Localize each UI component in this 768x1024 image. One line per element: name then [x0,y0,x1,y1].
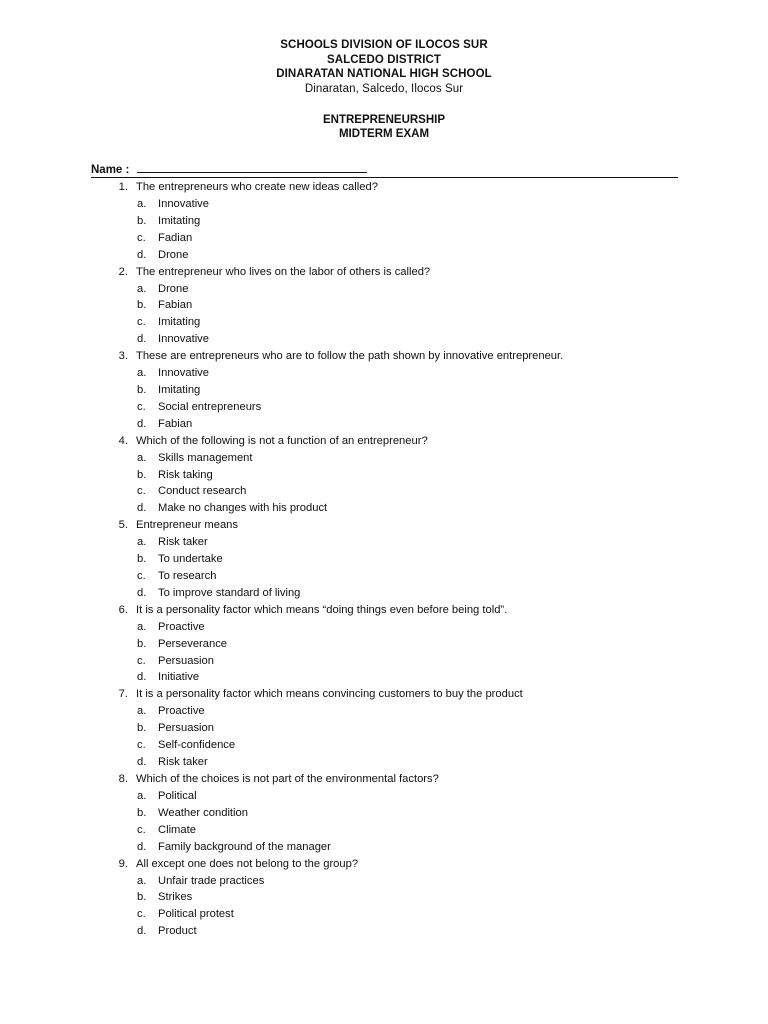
option-text: Perseverance [158,637,228,650]
answer-option[interactable] [0,500,768,517]
question-number: 2. [118,265,128,278]
option-text: Fabian [158,299,193,312]
answer-option[interactable] [0,822,768,839]
question-text: Entrepreneur means [136,519,238,532]
option-letter: a. [137,874,147,887]
question-number: 6. [118,603,128,616]
option-letter: d. [137,925,147,938]
option-letter: c. [137,823,146,836]
question-text: These are entrepreneurs who are to follow the path shown by innovative entrepreneur. [136,350,564,363]
option-text: Risk taking [158,468,213,481]
answer-option[interactable] [0,805,768,822]
question-number: 7. [118,688,128,701]
question-item [0,348,768,365]
option-letter: b. [137,891,147,904]
question-text: Which of the following is not a function of an entrepreneur? [136,434,428,447]
answer-option[interactable] [0,754,768,771]
answer-option[interactable] [0,568,768,585]
option-letter: c. [137,400,146,413]
question-item [0,517,768,534]
answer-option[interactable] [0,314,768,331]
question-number: 8. [118,772,128,785]
exam-title-block [0,114,768,141]
answer-option[interactable] [0,230,768,247]
answer-option[interactable] [0,703,768,720]
option-letter: c. [137,231,146,244]
question-number: 1. [118,181,128,193]
question-item [0,686,768,703]
question-item [0,602,768,619]
answer-option[interactable] [0,636,768,653]
option-letter: d. [137,756,147,769]
option-text: To research [158,570,217,583]
answer-option[interactable] [0,382,768,399]
option-letter: a. [137,367,147,380]
option-text: Family background of the manager [158,840,331,853]
answer-option[interactable] [0,737,768,754]
answer-option[interactable] [0,196,768,213]
option-letter: a. [137,282,147,295]
name-label: Name : [91,164,130,176]
answer-option[interactable] [0,839,768,856]
answer-option[interactable] [0,399,768,416]
option-letter: a. [137,620,147,633]
option-text: Unfair trade practices [158,874,265,887]
question-number: 3. [118,350,128,363]
question-item [0,179,768,196]
district-name: SALCEDO DISTRICT [326,53,442,66]
question-text: It is a personality factor which means convincing customers to buy the product [136,688,523,701]
option-text: Skills management [158,451,253,464]
option-text: Political [158,789,197,802]
question-number: 5. [118,519,128,532]
option-text: Initiative [158,671,200,684]
question-text: The entrepreneur who lives on the labor of others is called? [136,265,431,278]
option-letter: c. [137,316,146,329]
name-blank[interactable] [137,162,367,173]
answer-option[interactable] [0,483,768,500]
question-item [0,771,768,788]
option-text: Fabian [158,417,193,430]
answer-option[interactable] [0,873,768,890]
option-text: Imitating [158,316,201,329]
answer-option[interactable] [0,534,768,551]
option-letter: d. [137,586,147,599]
option-text: Fadian [158,231,193,244]
answer-option[interactable] [0,331,768,348]
option-letter: b. [137,806,147,819]
answer-option[interactable] [0,669,768,686]
option-text: Climate [158,823,196,836]
question-item [0,856,768,873]
name-field-row [91,162,678,178]
answer-option[interactable] [0,788,768,805]
option-letter: d. [137,840,147,853]
answer-option[interactable] [0,416,768,433]
option-letter: c. [137,570,146,583]
division-name: SCHOOLS DIVISION OF ILOCOS SUR [280,39,488,51]
answer-option[interactable] [0,450,768,467]
answer-option[interactable] [0,906,768,923]
option-text: Risk taker [158,536,208,549]
option-letter: b. [137,468,147,481]
option-letter: b. [137,553,147,566]
option-letter: d. [137,333,147,346]
question-number: 4. [118,434,128,447]
option-letter: d. [137,417,147,430]
option-text: Risk taker [158,756,208,769]
option-text: Weather condition [158,806,248,819]
option-text: Make no changes with his product [158,502,328,515]
option-letter: a. [137,198,147,210]
option-letter: c. [137,654,146,667]
answer-option[interactable] [0,551,768,568]
school-address: Dinaratan, Salcedo, Ilocos Sur [304,82,464,95]
exam-subject: ENTREPRENEURSHIP [322,114,446,126]
option-letter: c. [137,485,146,498]
question-item [0,433,768,450]
option-letter: b. [137,214,147,227]
option-text: Proactive [158,705,205,718]
exam-title: MIDTERM EXAM [338,127,430,140]
option-letter: a. [137,705,147,718]
option-letter: b. [137,384,147,397]
option-letter: a. [137,451,147,464]
option-text: Innovative [158,198,209,210]
option-text: Product [158,925,197,938]
question-number: 9. [118,857,128,870]
option-text: To improve standard of living [158,586,301,599]
option-letter: d. [137,502,147,515]
option-text: Imitating [158,214,201,227]
answer-option[interactable] [0,213,768,230]
option-letter: c. [137,908,146,921]
question-item [0,264,768,281]
option-letter: d. [137,671,147,684]
answer-option[interactable] [0,720,768,737]
option-text: Strikes [158,891,193,904]
option-letter: b. [137,637,147,650]
question-list [0,179,768,940]
answer-option[interactable] [0,467,768,484]
answer-option[interactable] [0,923,768,940]
answer-option[interactable] [0,297,768,314]
question-text: The entrepreneurs who create new ideas called? [136,181,378,193]
answer-option[interactable] [0,619,768,636]
option-text: Self-confidence [158,739,236,752]
option-text: Innovative [158,367,209,380]
question-text: It is a personality factor which means “doing things even before being told”. [136,603,508,616]
option-text: Conduct research [158,485,247,498]
answer-option[interactable] [0,247,768,264]
option-text: Political protest [158,908,234,921]
answer-option[interactable] [0,889,768,906]
option-letter: b. [137,299,147,312]
option-text: Persuasion [158,722,214,735]
question-text: All except one does not belong to the group? [136,857,359,870]
option-text: Social entrepreneurs [158,400,262,413]
option-text: Proactive [158,620,205,633]
option-text: Innovative [158,333,209,346]
answer-option[interactable] [0,585,768,602]
option-text: Drone [158,248,189,261]
school-name: DINARATAN NATIONAL HIGH SCHOOL [276,68,492,80]
option-text: Imitating [158,384,201,397]
option-letter: c. [137,739,146,752]
option-letter: a. [137,789,147,802]
school-header [0,38,768,96]
answer-option[interactable] [0,281,768,298]
option-text: Persuasion [158,654,214,667]
question-text: Which of the choices is not part of the environmental factors? [136,772,439,785]
option-text: Drone [158,282,189,295]
option-text: To undertake [158,553,223,566]
option-letter: d. [137,248,147,261]
option-letter: b. [137,722,147,735]
answer-option[interactable] [0,365,768,382]
answer-option[interactable] [0,653,768,670]
option-letter: a. [137,536,147,549]
